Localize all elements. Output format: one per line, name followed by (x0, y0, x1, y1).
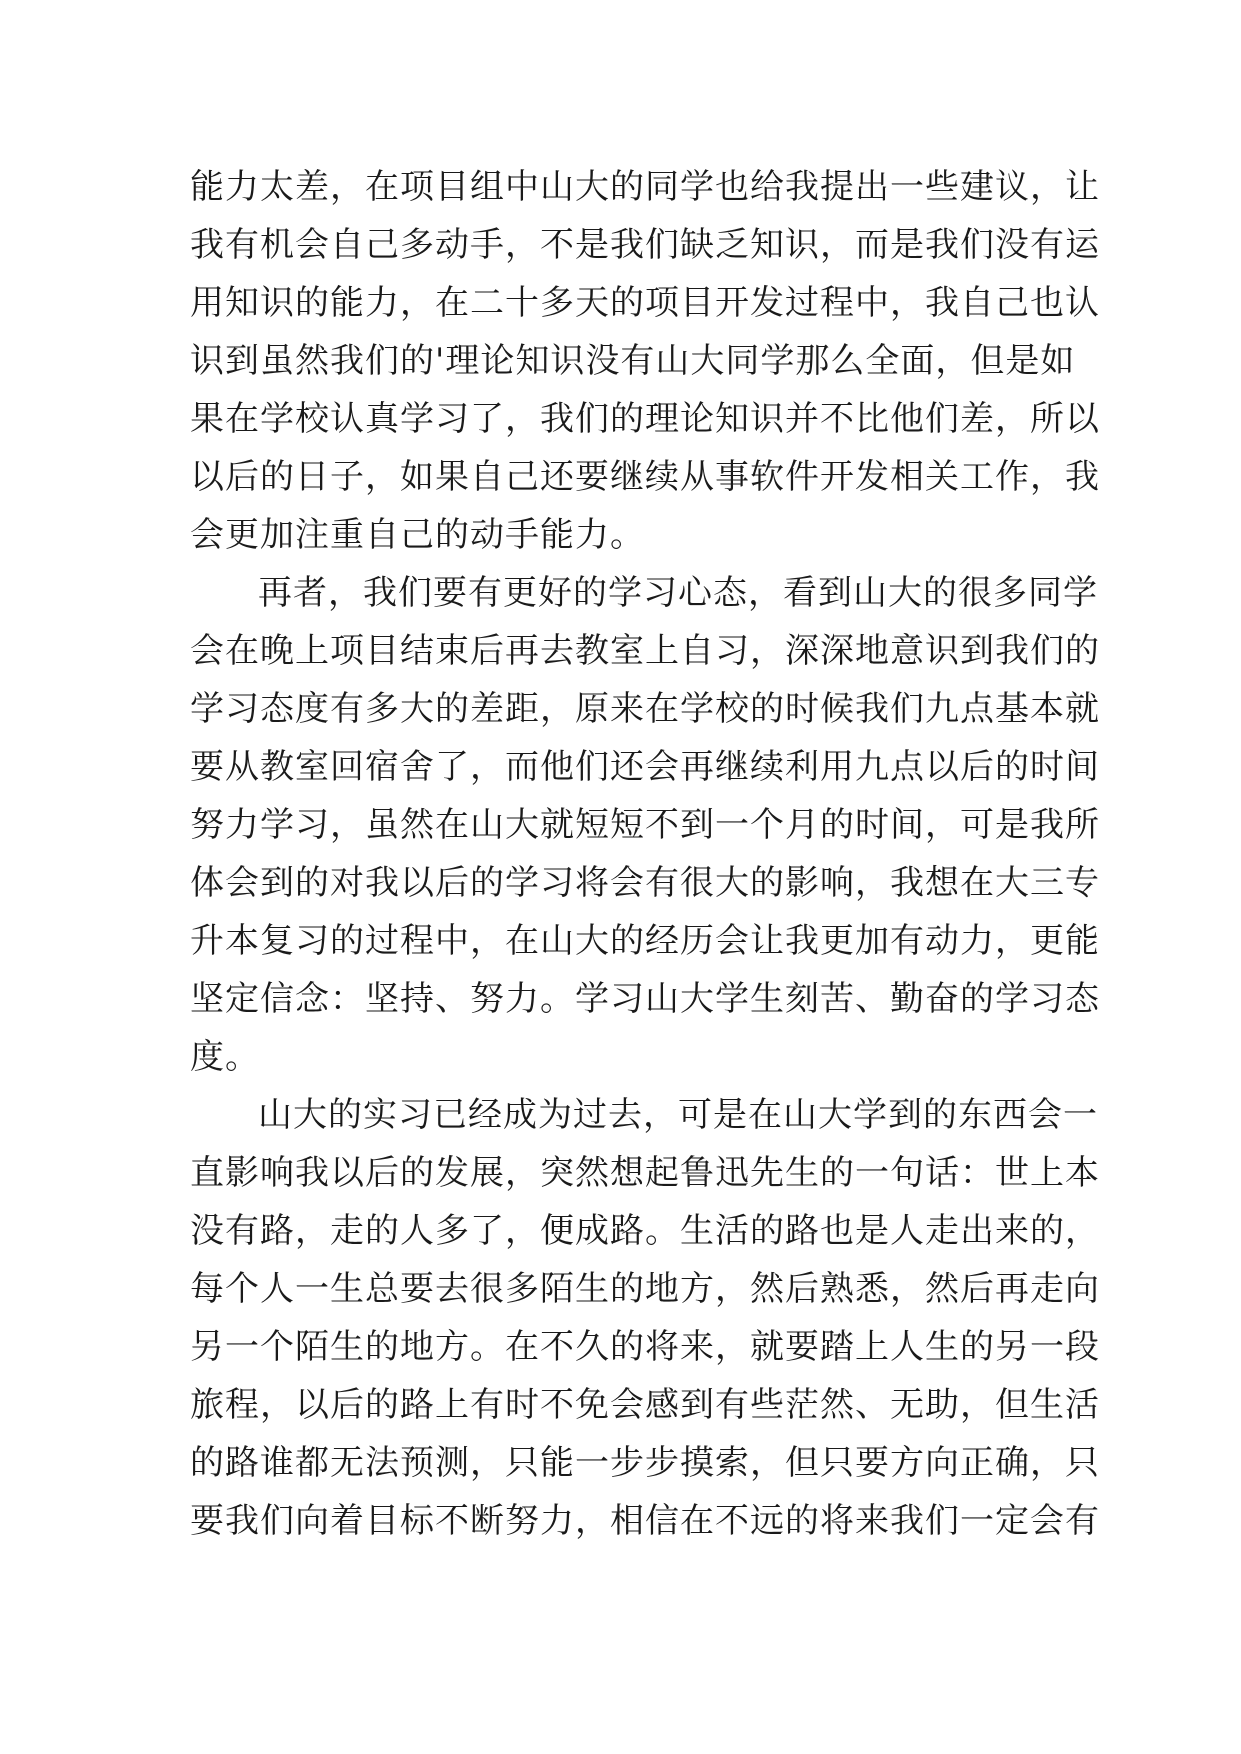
text-line: 以后的日子，如果自己还要继续从事软件开发相关工作，我 (190, 457, 1100, 497)
text-line: 用知识的能力，在二十多天的项目开发过程中，我自己也认 (190, 283, 1100, 323)
text-line: 识到虽然我们的'理论知识没有山大同学那么全面，但是如 (190, 341, 1076, 381)
text-line: 我有机会自己多动手，不是我们缺乏知识，而是我们没有运 (190, 225, 1100, 265)
text-line: 要从教室回宿舍了，而他们还会再继续利用九点以后的时间 (190, 747, 1100, 787)
text-line: 会在晚上项目结束后再去教室上自习，深深地意识到我们的 (190, 631, 1100, 671)
text-line: 能力太差，在项目组中山大的同学也给我提出一些建议，让 (190, 167, 1100, 207)
body-text (190, 158, 1100, 1550)
text-line: 旅程，以后的路上有时不免会感到有些茫然、无助，但生活 (190, 1385, 1100, 1425)
text-line: 每个人一生总要去很多陌生的地方，然后熟悉，然后再走向 (190, 1269, 1100, 1309)
text-line: 直影响我以后的发展，突然想起鲁迅先生的一句话：世上本 (190, 1153, 1100, 1193)
text-line: 努力学习，虽然在山大就短短不到一个月的时间，可是我所 (190, 805, 1100, 845)
text-line: 度。 (190, 1037, 260, 1077)
text-line: 另一个陌生的地方。在不久的将来，就要踏上人生的另一段 (190, 1327, 1100, 1367)
text-line: 升本复习的过程中，在山大的经历会让我更加有动力，更能 (190, 921, 1100, 961)
text-line: 会更加注重自己的动手能力。 (190, 515, 645, 555)
text-line: 山大的实习已经成为过去，可是在山大学到的东西会一 (258, 1095, 1098, 1135)
text-line: 学习态度有多大的差距，原来在学校的时候我们九点基本就 (190, 689, 1100, 729)
text-line: 果在学校认真学习了，我们的理论知识并不比他们差，所以 (190, 399, 1100, 439)
text-line: 坚定信念：坚持、努力。学习山大学生刻苦、勤奋的学习态 (190, 979, 1100, 1019)
text-line: 没有路，走的人多了，便成路。生活的路也是人走出来的， (190, 1211, 1100, 1251)
text-line: 要我们向着目标不断努力，相信在不远的将来我们一定会有 (190, 1501, 1100, 1541)
text-line: 体会到的对我以后的学习将会有很大的影响，我想在大三专 (190, 863, 1100, 903)
text-line: 再者，我们要有更好的学习心态，看到山大的很多同学 (258, 573, 1098, 613)
text-line: 的路谁都无法预测，只能一步步摸索，但只要方向正确，只 (190, 1443, 1100, 1483)
